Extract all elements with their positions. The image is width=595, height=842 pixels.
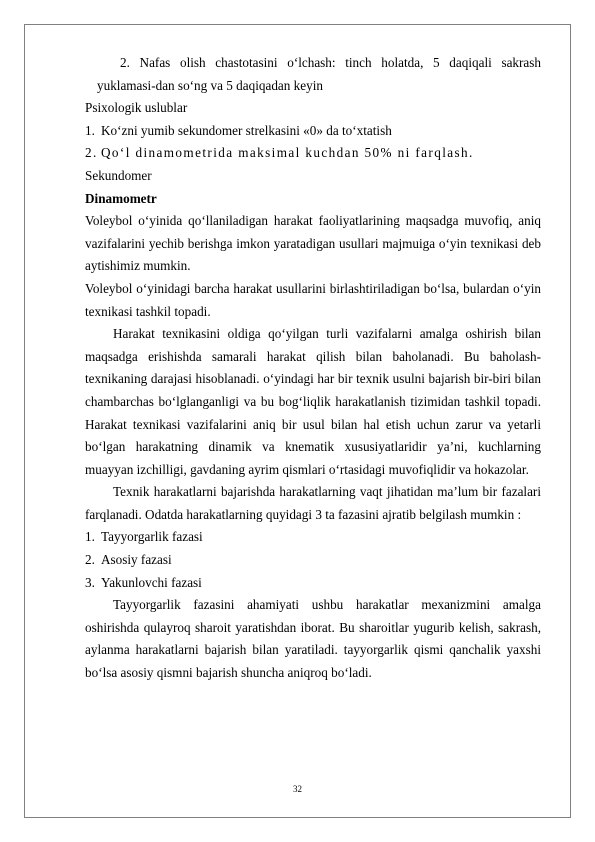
method-item-2-number: 2. — [85, 145, 98, 161]
phase-item-2 — [85, 549, 541, 572]
method-item-1-number: 1. — [85, 122, 95, 138]
method-item-2-text: Qo‘l dinamometrida maksimal kuchdan 50% ni farqlash. — [101, 145, 474, 161]
phase-item-1-number: 1. — [85, 529, 95, 545]
paragraph-2: Voleybol o‘yinidagi barcha harakat usullarini birlashtiriladigan bo‘lsa, bulardan o‘yin texnikasi tashkil topadi. — [85, 280, 541, 319]
document-body — [85, 52, 541, 685]
phase-item-2-number: 2. — [85, 552, 95, 568]
paragraph-5: Tayyorgarlik fazasini ahamiyati ushbu harakatlar mexanizmini amalga oshirishda qulayroq sharoit yaratishdan iborat. Bu sharoitlar yugurib kelish, sakrash, aylanma harakatlarni bajarish bilan yaratiladi. tayyorgarlik qismi qanchalik yaxshi bo‘lsa asosiy qismni bajarish shuncha aniqroq bo‘ladi. — [85, 597, 541, 681]
list-item-2-line1: 2. Nafas olish chastotasini o‘lchash: tinch holatda, 5 daqiqali sakrash — [120, 55, 541, 70]
phase-item-3-label: Yakunlovchi fazasi — [101, 574, 202, 590]
phase-item-1 — [85, 526, 541, 549]
paragraph-1: Voleybol o‘yinida qo‘llaniladigan harakat faoliyatlarining maqsadga muvofiq, aniq vazifalarini yechib berishga imkon yaratadigan usullari majmuiga o‘yin texnikasi deb aytishimiz mumkin. — [85, 213, 541, 274]
page-number: 32 — [293, 784, 302, 794]
methods-heading: Psixologik uslublar — [85, 100, 188, 116]
paragraph-4: Texnik harakatlarni bajarishda harakatlarning vaqt jihatidan ma’lum bir fazalari farqlanadi. Odatda harakatlarning quyidagi 3 ta fazasini ajratib belgilash mumkin : — [85, 484, 541, 522]
phase-item-3-number: 3. — [85, 574, 95, 590]
method-item-1 — [85, 120, 541, 143]
list-item-2-continuation: yuklamasi-dan so‘ng va 5 daqiqadan keyin — [97, 77, 323, 93]
phase-item-2-label: Asosiy fazasi — [101, 552, 172, 568]
method-item-1-text: Ko‘zni yumib sekundomer strelkasini «0» da to‘xtatish — [101, 122, 392, 138]
tool-stopwatch: Sekundomer — [85, 167, 152, 183]
tool-dynamometer: Dinamometr — [85, 190, 157, 206]
list-item-2 — [85, 52, 541, 75]
paragraph-3: Harakat texnikasini oldiga qo‘yilgan turli vazifalarni amalga oshirish bilan maqsadga erishishda samarali harakat qilish bilan baholanadi. Bu baholash-texnikaning darajasi hisoblanadi. o‘yindagi har bir texnik usulni bajarish bir-biri bilan chambarchas bo‘lglanganligi va bu bog‘liqlik harakatlanish tizimidan tashkil topadi. Harakat texnikasi vazifalarini aniq bir usul bilan hal etish uchun zarur va yetarli bo‘lgan harakatning dinamik va knematik xususiyatlaridir ya’ni, kuchlarning muayyan izchilligi, gavdaning ayrim qismlari o‘rtasidagi muvofiqlidir va hokazolar. — [85, 326, 541, 477]
method-item-2 — [85, 142, 541, 165]
phase-item-1-label: Tayyorgarlik fazasi — [101, 529, 203, 545]
phase-item-3 — [85, 572, 541, 595]
